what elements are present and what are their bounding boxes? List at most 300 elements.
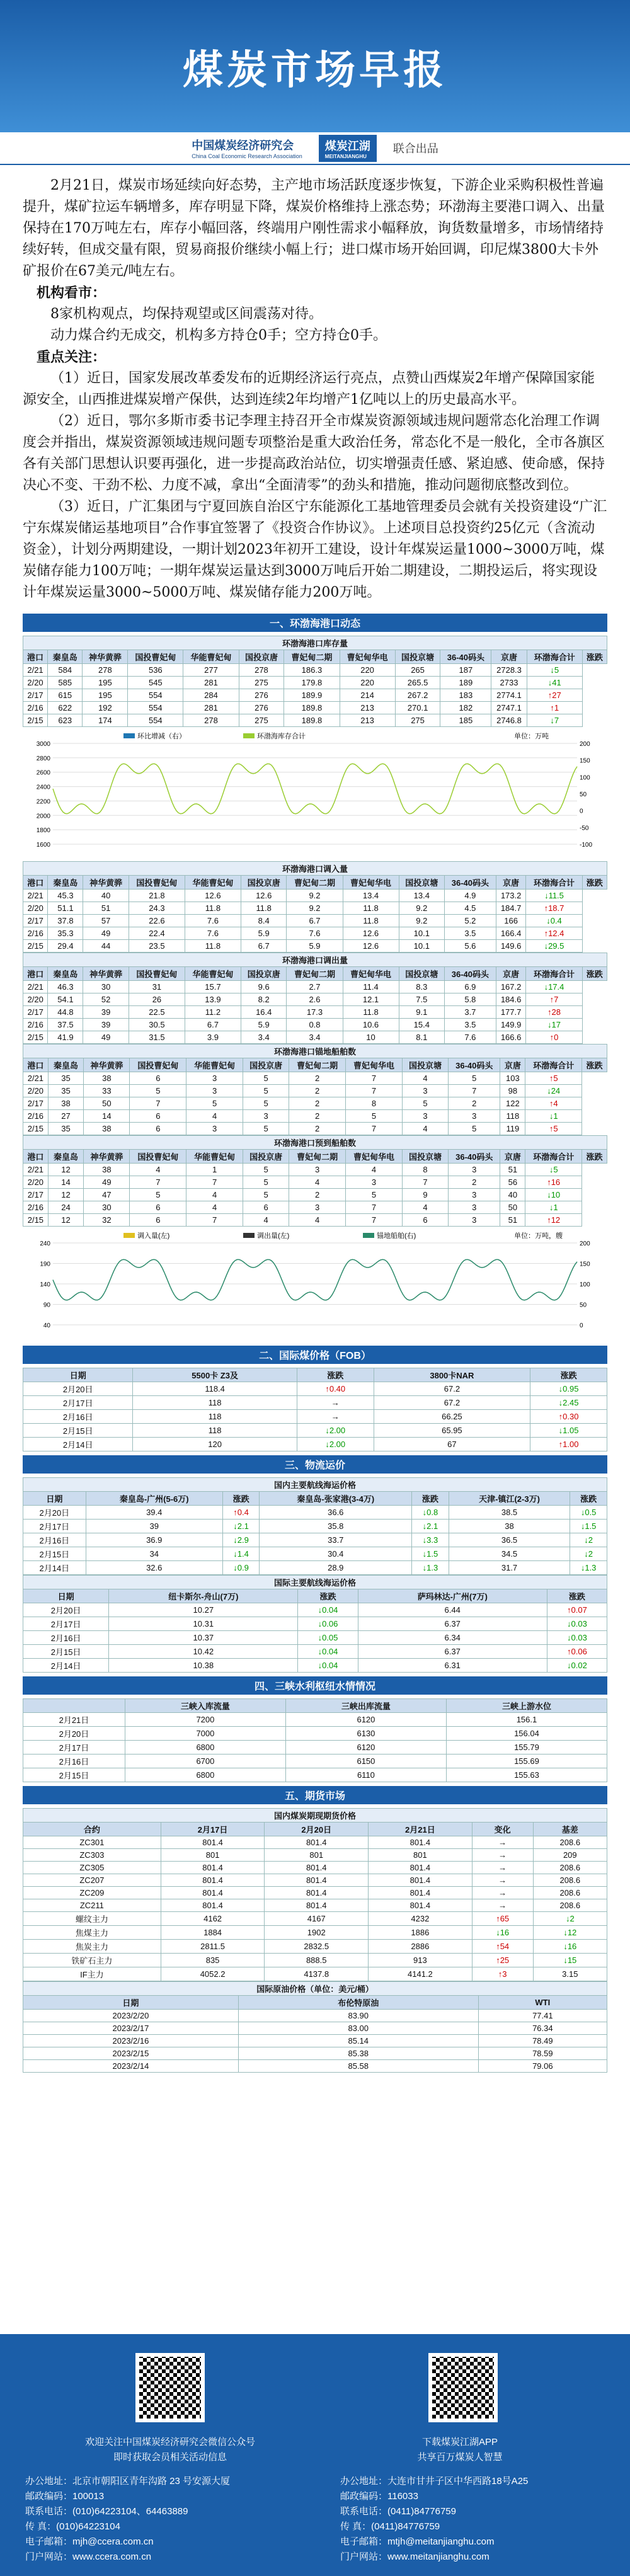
- table-cell: 30: [83, 981, 129, 993]
- table-cell: 12.6: [185, 890, 241, 902]
- joint-label: 联合出品: [392, 142, 438, 155]
- table-cell: 39: [83, 1006, 129, 1019]
- table-cell: 36-40码头: [449, 1058, 500, 1072]
- table-cell: 2月17日: [161, 1823, 265, 1836]
- table-cell: 2月16日: [23, 1755, 125, 1768]
- table-cell: 622: [48, 702, 83, 714]
- table-cell: 801.4: [265, 1874, 369, 1887]
- table-cell: 国投京塘: [399, 967, 445, 981]
- legend-label: 调出量(左): [257, 1232, 290, 1240]
- table-cell: 2/21: [23, 664, 48, 677]
- qr-code-icon: [135, 2353, 205, 2422]
- table-cell: 2: [289, 1110, 346, 1123]
- y-tick-left: 2200: [36, 798, 50, 806]
- table-cell: 83.90: [238, 2010, 478, 2022]
- table-cell: 166: [496, 915, 526, 927]
- qr-code-icon: [428, 2353, 498, 2422]
- table-cell: ↑7: [526, 993, 582, 1006]
- table-cell: 11.8: [343, 902, 399, 915]
- table-cell: 2.6: [287, 993, 343, 1006]
- table-cell: ↓1.3: [412, 1561, 449, 1575]
- table-cell: 10.27: [109, 1603, 298, 1617]
- table-row: [23, 1201, 607, 1214]
- table-cell: 195: [83, 677, 128, 689]
- table-cell: 2: [449, 1176, 500, 1189]
- y-tick-right: 100: [580, 774, 590, 782]
- table-cell: 51: [500, 1214, 525, 1227]
- table-cell: 51.1: [48, 902, 83, 915]
- table-header: [23, 650, 607, 664]
- table-row: [23, 1110, 607, 1123]
- table-row: [23, 1645, 607, 1659]
- table-cell: 4141.2: [369, 1967, 472, 1981]
- table-cell: 187: [440, 664, 491, 677]
- table-header: [23, 1996, 607, 2010]
- table-cell: 6130: [285, 1727, 446, 1741]
- data-table: [23, 1808, 607, 1981]
- table-cell: 国投曹妃甸: [129, 876, 185, 890]
- table-cell: 2月14日: [23, 1659, 109, 1673]
- table-cell: 3: [449, 1164, 500, 1176]
- table-cell: 5: [130, 1189, 186, 1201]
- table-cell: 6.7: [241, 940, 287, 953]
- table-cell: 3.15: [533, 1967, 607, 1981]
- table-cell: 三峡入库流量: [125, 1699, 285, 1713]
- table-row: [23, 993, 607, 1006]
- table-cell: 华能曹妃甸: [183, 650, 239, 664]
- news-item: （1）近日，国家发展改革委发布的近期经济运行亮点，点赞山西煤炭2年增产保障国家能源安全，山西推进煤炭增产保供，达到连续2年均增产1亿吨以上的历史最高水平。: [23, 370, 595, 408]
- table-cell: 41.9: [48, 1031, 83, 1044]
- table-cell: 156.1: [446, 1713, 607, 1727]
- table-cell: 4: [289, 1214, 346, 1227]
- section-header: 四、三峡水利枢纽水情情况: [23, 1676, 607, 1695]
- table-row: [23, 1849, 607, 1862]
- table-cell: 38: [84, 1123, 130, 1135]
- table-cell: 7000: [125, 1727, 285, 1741]
- table-cell: 2/15: [23, 1123, 49, 1135]
- table-row: [23, 1926, 607, 1940]
- table-cell: ↑18.7: [526, 902, 582, 915]
- y-tick-left: 1600: [36, 842, 50, 849]
- table-cell: 6800: [125, 1741, 285, 1755]
- footer-caption: 共享百万煤炭人智慧: [417, 2452, 503, 2463]
- table-cell: 秦皇岛-广州(5-6万): [86, 1492, 222, 1506]
- table-cell: 2/16: [23, 1110, 49, 1123]
- data-table: [23, 1044, 607, 1135]
- table-cell: 神华黄骅: [83, 876, 129, 890]
- table-cell: →: [472, 1874, 533, 1887]
- table-cell: 37.8: [48, 915, 83, 927]
- table-cell: 3: [186, 1123, 243, 1135]
- table-cell: 6110: [285, 1768, 446, 1782]
- table-cell: 177.7: [496, 1006, 526, 1019]
- table-cell: 5: [346, 1110, 403, 1123]
- table-cell: 4: [130, 1164, 186, 1176]
- table-cell: 涨跌: [582, 967, 607, 981]
- y-tick-right: 50: [580, 791, 587, 798]
- table-cell: 119: [500, 1123, 525, 1135]
- table-cell: 67.2: [374, 1382, 530, 1396]
- table-cell: 7: [186, 1214, 243, 1227]
- table-cell: ↑5: [525, 1123, 582, 1135]
- table-cell: 801.4: [369, 1887, 472, 1899]
- table-cell: 31: [129, 981, 185, 993]
- table-cell: 2月20日: [265, 1823, 369, 1836]
- org-logo: 中国煤炭经济研究会 China Coal Economic Research Association: [192, 139, 302, 159]
- table-cell: 2/17: [23, 689, 48, 702]
- y-tick-left: 190: [40, 1261, 50, 1268]
- table-cell: 275: [239, 677, 284, 689]
- table-cell: 166.6: [496, 1031, 526, 1044]
- unit-label: 单位：万吨: [514, 733, 549, 740]
- table-cell: ↓2.1: [412, 1520, 449, 1533]
- table-cell: 13.4: [399, 890, 445, 902]
- table-cell: 801.4: [369, 1874, 472, 1887]
- table-row: [23, 1031, 607, 1044]
- table-cell: 189.9: [284, 689, 340, 702]
- logo-bar: [0, 132, 630, 165]
- table-cell: →: [297, 1396, 374, 1410]
- footer-caption: 即时获取会员相关活动信息: [113, 2452, 227, 2463]
- table-cell: 涨跌: [582, 1058, 607, 1072]
- table-row: [23, 2060, 607, 2073]
- table-cell: 6.37: [358, 1617, 547, 1631]
- unit-label: 单位：万吨，艘: [514, 1232, 563, 1240]
- table-cell: 7: [186, 1176, 243, 1189]
- y-tick-right: -100: [580, 842, 593, 849]
- table-cell: 584: [48, 664, 83, 677]
- table-cell: 2023/2/16: [23, 2035, 239, 2047]
- table-cell: 213: [340, 714, 395, 727]
- table-cell: ZC301: [23, 1836, 161, 1849]
- table-cell: 4: [186, 1110, 243, 1123]
- table-cell: 30.4: [260, 1547, 412, 1561]
- table-cell: 155.69: [446, 1755, 607, 1768]
- table-cell: 三峡出库流量: [285, 1699, 446, 1713]
- table-row: [23, 1424, 607, 1438]
- table-cell: 79.06: [478, 2060, 607, 2073]
- table-cell: ↓0.5: [570, 1506, 607, 1520]
- table-row: [23, 1123, 607, 1135]
- table-cell: 2月15日: [23, 1424, 133, 1438]
- table-cell: 76.34: [478, 2022, 607, 2035]
- table-cell: 38: [84, 1164, 130, 1176]
- table-cell: 39: [83, 1019, 129, 1031]
- table-cell: ↓1.5: [570, 1520, 607, 1533]
- summary-text: [0, 165, 630, 610]
- table-cell: 6800: [125, 1768, 285, 1782]
- table-cell: 国投曹妃甸: [130, 1058, 186, 1072]
- table-row: [23, 1727, 607, 1741]
- table-cell: 2月15日: [23, 1768, 125, 1782]
- table-cell: 155.79: [446, 1741, 607, 1755]
- y-tick-right: 50: [580, 1302, 587, 1309]
- table-cell: 49: [83, 927, 129, 940]
- table-cell: 270.1: [395, 702, 440, 714]
- table-cell: 4: [402, 1201, 448, 1214]
- table-cell: 67: [374, 1438, 530, 1451]
- table-row: [23, 1410, 607, 1424]
- table-cell: 78.59: [478, 2047, 607, 2060]
- table-cell: 2/21: [23, 1072, 49, 1085]
- footer-line: 门户网站：www.meitanjianghu.com: [340, 2551, 490, 2562]
- table-cell: 6.31: [358, 1659, 547, 1673]
- table-cell: 京唐: [496, 967, 526, 981]
- table-header: [23, 1058, 607, 1072]
- table-cell: 15.7: [185, 981, 241, 993]
- table-row: [23, 1019, 607, 1031]
- table-cell: 2/20: [23, 677, 48, 689]
- table-row: [23, 664, 607, 677]
- table-cell: 186.3: [284, 664, 340, 677]
- table-cell: 神华黄骅: [83, 650, 128, 664]
- table-cell: 36-40码头: [449, 1150, 500, 1164]
- table-cell: ↓41: [527, 677, 582, 689]
- table-cell: ↓3.3: [412, 1533, 449, 1547]
- table-cell: ↑12: [525, 1214, 582, 1227]
- table-row: [23, 1072, 607, 1085]
- table-cell: 38.5: [449, 1506, 570, 1520]
- table-cell: 213: [340, 702, 395, 714]
- table-row: [23, 1506, 607, 1520]
- table-cell: 801: [161, 1849, 265, 1862]
- table-cell: 7.6: [287, 927, 343, 940]
- table-cell: 港口: [23, 967, 48, 981]
- table-cell: ↓10: [525, 1189, 582, 1201]
- table-row: [23, 1617, 607, 1631]
- table-cell: 166.4: [496, 927, 526, 940]
- table-cell: 8.1: [399, 1031, 445, 1044]
- table-cell: 35.8: [260, 1520, 412, 1533]
- table-row: [23, 1438, 607, 1451]
- footer: [0, 2334, 630, 2576]
- table-cell: 3.4: [241, 1031, 287, 1044]
- table-cell: 6: [130, 1214, 186, 1227]
- table-cell: 8.4: [241, 915, 287, 927]
- table-cell: 38: [84, 1072, 130, 1085]
- table-cell: 184.6: [496, 993, 526, 1006]
- table-cell: 3.9: [185, 1031, 241, 1044]
- table-cell: 秦皇岛: [48, 650, 83, 664]
- table-cell: 67.2: [374, 1396, 530, 1410]
- table-cell: 2/21: [23, 1164, 49, 1176]
- y-tick-left: 2000: [36, 813, 50, 820]
- table-cell: 36-40码头: [445, 876, 496, 890]
- table-cell: 208.6: [533, 1836, 607, 1849]
- table-cell: ↑27: [527, 689, 582, 702]
- table-cell: 7: [130, 1097, 186, 1110]
- table-cell: 51: [83, 902, 129, 915]
- table-cell: 801.4: [161, 1862, 265, 1874]
- table-cell: 2811.5: [161, 1940, 265, 1954]
- table-cell: 9.2: [287, 902, 343, 915]
- table-cell: 5: [186, 1097, 243, 1110]
- table-cell: 神华黄骅: [84, 1150, 130, 1164]
- table-cell: 8: [402, 1164, 448, 1176]
- table-cell: 11.4: [343, 981, 399, 993]
- table-cell: 173.2: [496, 890, 526, 902]
- table-cell: 9.1: [399, 1006, 445, 1019]
- table-cell: ↓17: [526, 1019, 582, 1031]
- table-cell: 44: [83, 940, 129, 953]
- table-cell: 13.4: [343, 890, 399, 902]
- table-cell: 日期: [23, 1996, 239, 2010]
- table-cell: 265.5: [395, 677, 440, 689]
- table-cell: ZC211: [23, 1899, 161, 1912]
- legend-label: 环比增减（右）: [137, 733, 186, 740]
- table-cell: 2/20: [23, 1085, 49, 1097]
- table-cell: 38: [48, 1097, 83, 1110]
- table-row: [23, 1520, 607, 1533]
- table-cell: 4.5: [445, 902, 496, 915]
- table-cell: 4: [186, 1201, 243, 1214]
- table-cell: 12.6: [343, 927, 399, 940]
- table-cell: 2832.5: [265, 1940, 369, 1954]
- table-row: [23, 1631, 607, 1645]
- table-cell: →: [297, 1410, 374, 1424]
- table-cell: 曹妃甸华电: [340, 650, 395, 664]
- table-cell: 7: [346, 1214, 403, 1227]
- table-cell: 2733: [491, 677, 527, 689]
- table-cell: 8: [346, 1097, 403, 1110]
- table-cell: ↓0.03: [547, 1617, 607, 1631]
- y-tick-left: 1800: [36, 827, 50, 835]
- table-cell: 281: [183, 677, 239, 689]
- table-cell: ↑54: [472, 1940, 533, 1954]
- table-cell: 801: [265, 1849, 369, 1862]
- data-table: [23, 1368, 607, 1451]
- table-cell: 秦皇岛: [48, 967, 83, 981]
- table-cell: 3: [449, 1214, 500, 1227]
- table-cell: ↑5: [525, 1072, 582, 1085]
- table-cell: 4: [346, 1164, 403, 1176]
- table-cell: 3: [243, 1110, 289, 1123]
- table-cell: 2/17: [23, 915, 48, 927]
- table-cell: 9.2: [399, 915, 445, 927]
- table-cell: ↑0: [526, 1031, 582, 1044]
- table-cell: 5.9: [241, 1019, 287, 1031]
- table-row: [23, 1862, 607, 1874]
- table-cell: 华能曹妃甸: [186, 1150, 243, 1164]
- table-cell: 209: [533, 1849, 607, 1862]
- table-row: [23, 1214, 607, 1227]
- table-cell: 2/15: [23, 940, 48, 953]
- table-cell: 182: [440, 702, 491, 714]
- table-cell: 17.3: [287, 1006, 343, 1019]
- table-cell: 变化: [472, 1823, 533, 1836]
- table-cell: 47: [84, 1189, 130, 1201]
- table-cell: 京唐: [500, 1058, 525, 1072]
- table-cell: 7: [346, 1085, 403, 1097]
- footer-line: 传 真：(0411)84776759: [340, 2521, 440, 2532]
- table-caption: 环渤海港口预到船舶数: [23, 1136, 607, 1150]
- table-cell: 6700: [125, 1755, 285, 1768]
- y-tick-left: 140: [40, 1281, 50, 1288]
- table-cell: 623: [48, 714, 83, 727]
- table-cell: 554: [128, 714, 183, 727]
- table-cell: 涨跌: [547, 1589, 607, 1603]
- table-cell: 环渤海合计: [525, 1058, 582, 1072]
- table-cell: 3: [449, 1201, 500, 1214]
- table-cell: 801: [369, 1849, 472, 1862]
- table-cell: 3: [289, 1164, 346, 1176]
- table-cell: 曹妃甸华电: [346, 1150, 403, 1164]
- table-cell: ↓0.4: [526, 915, 582, 927]
- table-header: [23, 1150, 607, 1164]
- table-cell: 24: [48, 1201, 83, 1214]
- table-cell: 4137.8: [265, 1967, 369, 1981]
- table-cell: 120: [133, 1438, 297, 1451]
- table-cell: 3: [186, 1085, 243, 1097]
- table-cell: 2月20日: [23, 1603, 109, 1617]
- table-cell: 21.8: [129, 890, 185, 902]
- table-cell: 10.31: [109, 1617, 298, 1631]
- table-row: [23, 1954, 607, 1967]
- table-cell: 11.8: [343, 915, 399, 927]
- table-cell: 2/17: [23, 1097, 49, 1110]
- data-table: [23, 953, 607, 1044]
- table-cell: 183: [440, 689, 491, 702]
- table-cell: 10.42: [109, 1645, 298, 1659]
- table-cell: 85.38: [238, 2047, 478, 2060]
- table-cell: 7: [346, 1201, 403, 1214]
- table-cell: 118: [500, 1110, 525, 1123]
- table-cell: ↓2: [533, 1912, 607, 1926]
- table-cell: 4: [243, 1214, 289, 1227]
- table-cell: 6: [130, 1110, 186, 1123]
- table-cell: ↓0.04: [298, 1603, 358, 1617]
- table-cell: 2/17: [23, 1006, 48, 1019]
- footer-line: 办公地址：大连市甘井子区中华西路18号A25: [340, 2476, 529, 2487]
- table-cell: 4: [186, 1189, 243, 1201]
- y-tick-left: 240: [40, 1240, 50, 1247]
- table-header: [23, 1699, 607, 1713]
- table-cell: 16.4: [241, 1006, 287, 1019]
- table-cell: 8.3: [399, 981, 445, 993]
- table-cell: ↓2: [570, 1533, 607, 1547]
- table-cell: 276: [239, 689, 284, 702]
- table-cell: 12: [48, 1189, 83, 1201]
- table-row: [23, 1189, 607, 1201]
- table-cell: 545: [128, 677, 183, 689]
- table-cell: 50: [500, 1201, 525, 1214]
- table-cell: 0.8: [287, 1019, 343, 1031]
- legend-swatch: [123, 1233, 135, 1238]
- table-cell: 36.9: [86, 1533, 222, 1547]
- table-cell: 纽卡斯尔-舟山(7万): [109, 1589, 298, 1603]
- table-cell: 7200: [125, 1713, 285, 1727]
- table-cell: 35.3: [48, 927, 83, 940]
- table-cell: 2月16日: [23, 1631, 109, 1645]
- table-cell: 801.4: [161, 1899, 265, 1912]
- table-caption: 国际主要航线海运价格: [23, 1576, 607, 1589]
- table-cell: 30.5: [129, 1019, 185, 1031]
- table-cell: 6120: [285, 1741, 446, 1755]
- table-cell: ↑0.4: [222, 1506, 260, 1520]
- data-table: [23, 1575, 607, 1673]
- table-cell: ↓1.3: [570, 1561, 607, 1575]
- table-cell: 220: [340, 677, 395, 689]
- table-caption: 环渤海港口库存量: [23, 636, 607, 650]
- table-cell: 208.6: [533, 1887, 607, 1899]
- table-cell: ↓5: [527, 664, 582, 677]
- footer-line: 电子邮箱：mjh@ccera.com.cn: [25, 2536, 154, 2547]
- table-cell: 22.5: [129, 1006, 185, 1019]
- table-cell: 2/15: [23, 1031, 48, 1044]
- table-cell: 11.8: [343, 1006, 399, 1019]
- footer-line: 邮政编码：100013: [25, 2491, 105, 2502]
- table-cell: 179.8: [284, 677, 340, 689]
